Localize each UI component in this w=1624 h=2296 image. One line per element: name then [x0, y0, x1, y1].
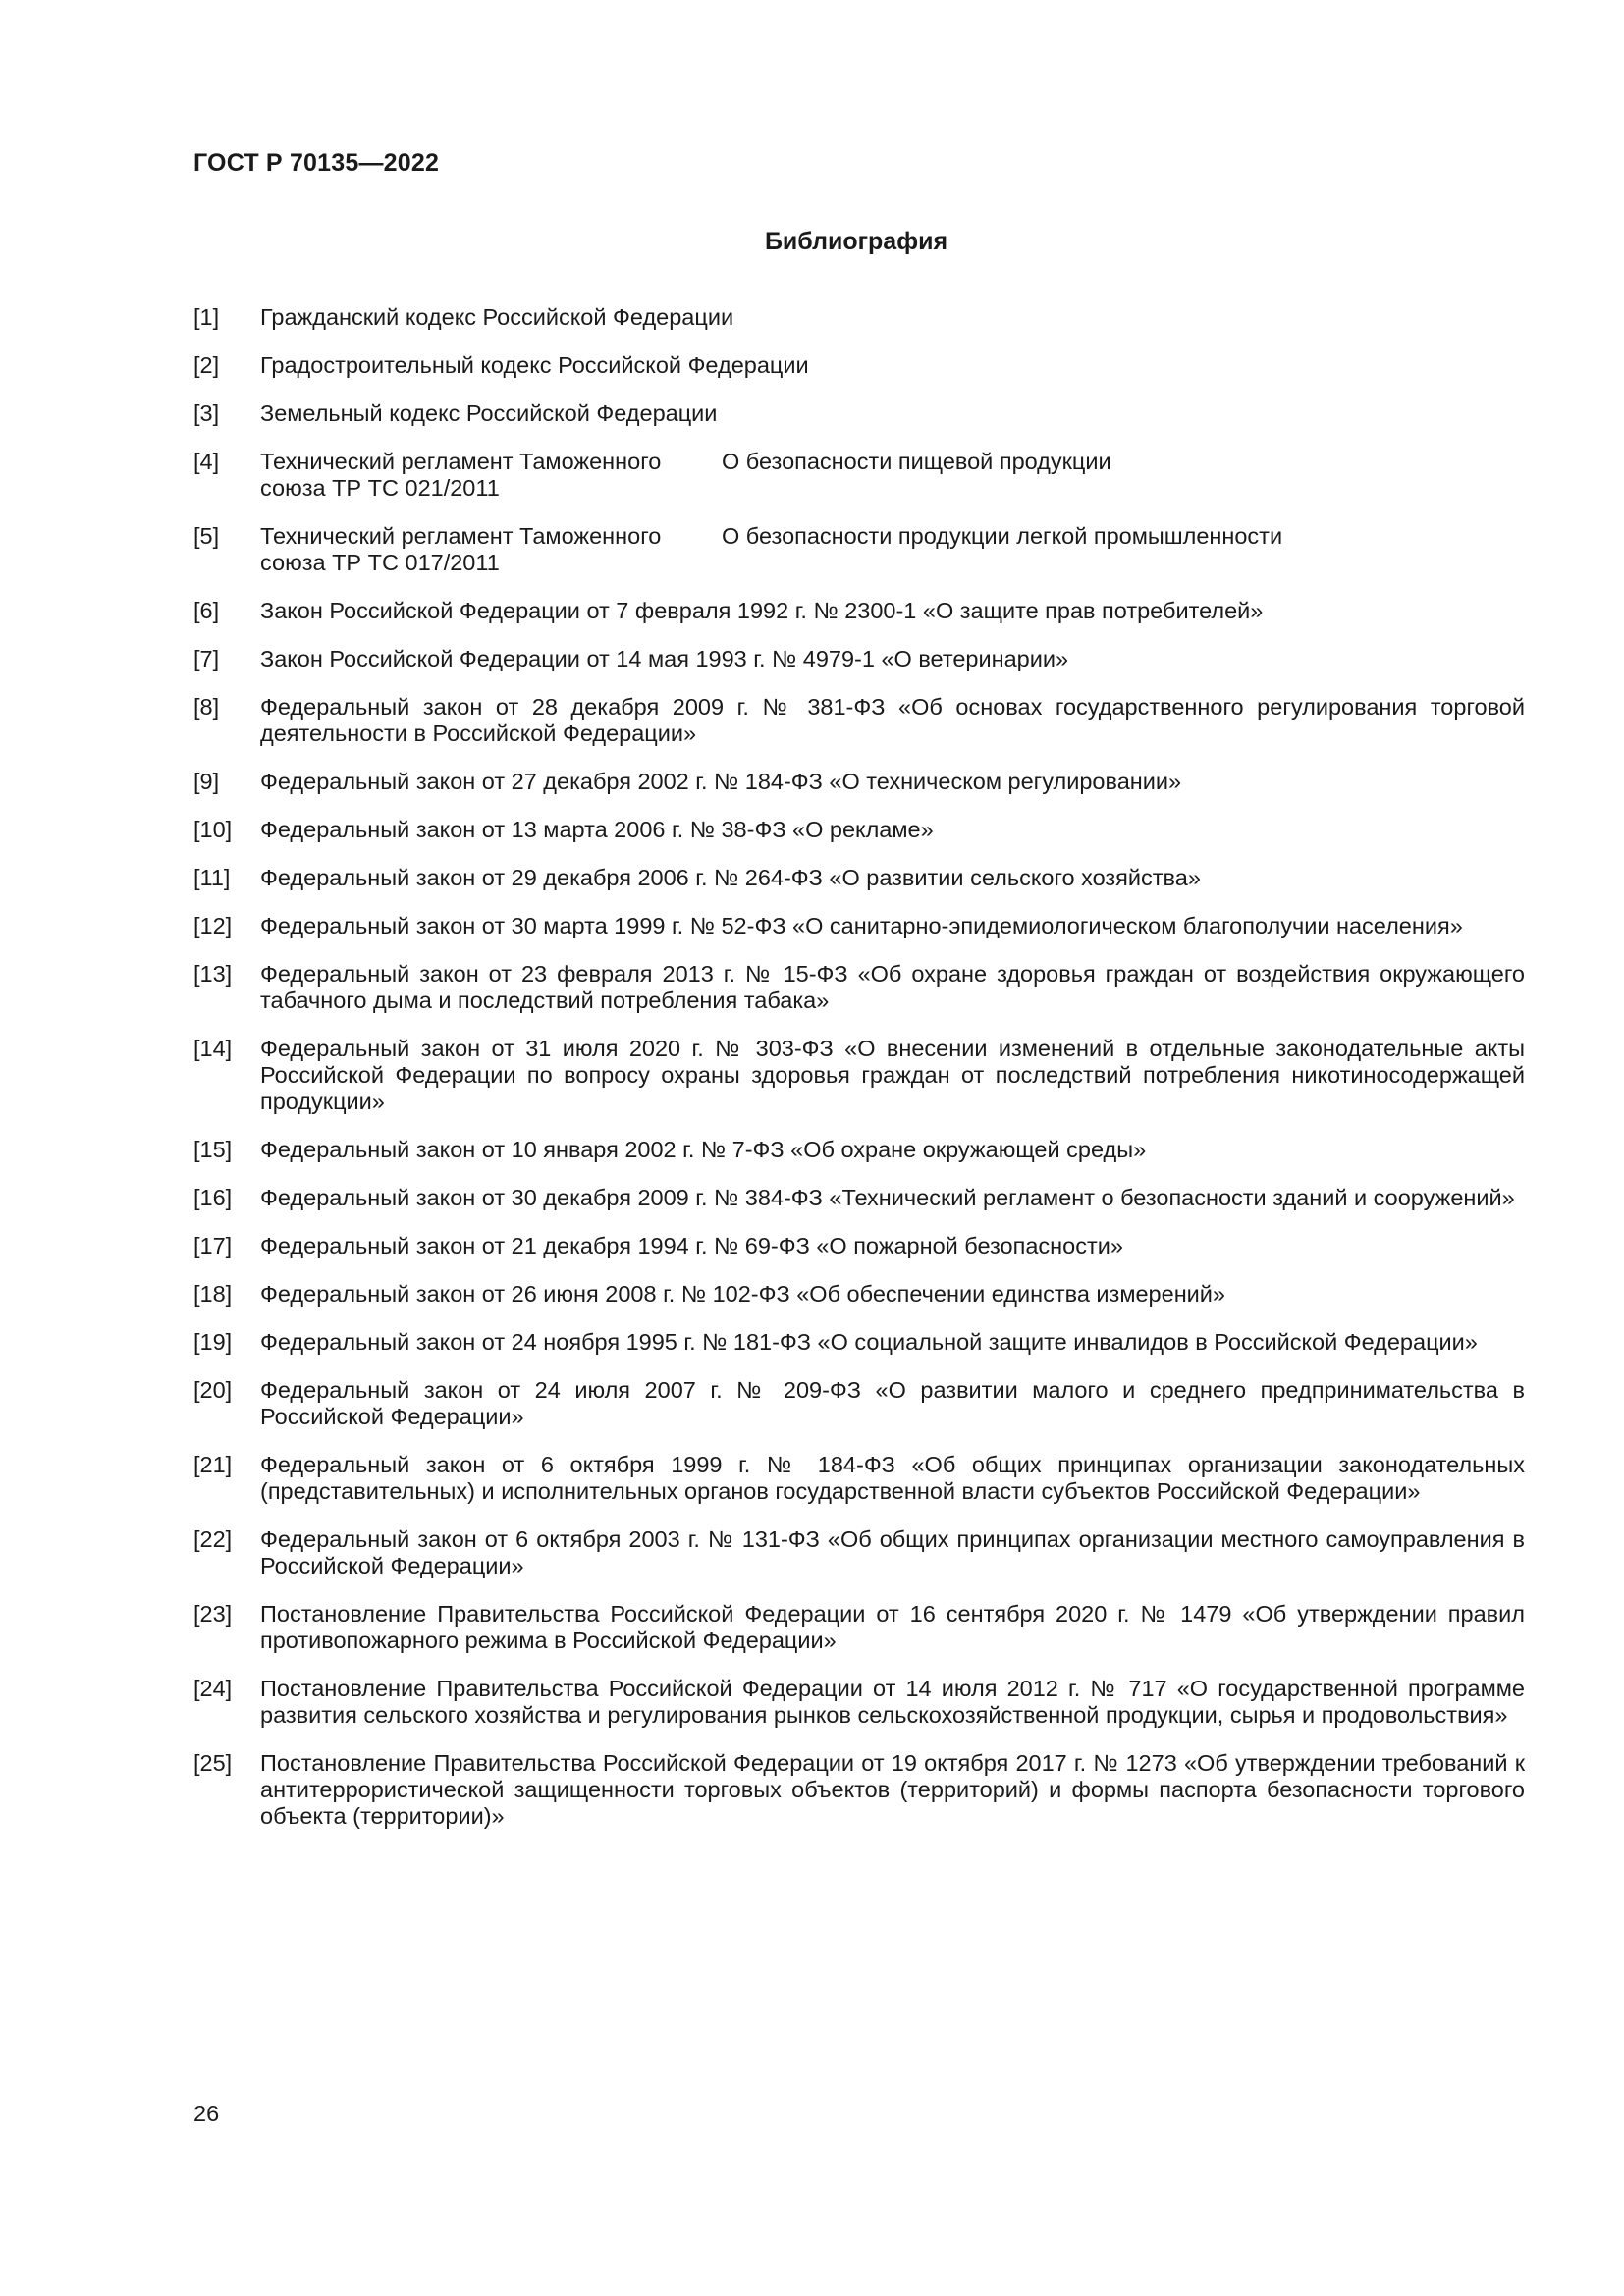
- bibliography-entry: [193, 913, 1525, 939]
- entry-number: [5]: [193, 523, 220, 549]
- bibliography-entry: [193, 449, 1525, 502]
- bibliography-entry: [193, 1329, 1525, 1356]
- entry-number: [13]: [193, 961, 233, 987]
- bibliography-entry: [193, 769, 1525, 795]
- bibliography-entry: [193, 1676, 1525, 1729]
- entry-number: [23]: [193, 1601, 233, 1627]
- entry-number: [10]: [193, 817, 233, 842]
- entry-number: [6]: [193, 598, 220, 623]
- bibliography-entry: [193, 1137, 1525, 1163]
- entry-number: [12]: [193, 913, 233, 938]
- bibliography-entry: [193, 1452, 1525, 1505]
- entry-text: Федеральный закон от 21 декабря 1994 г. № 69-ФЗ «О пожарной безопасности»: [260, 1233, 1123, 1258]
- entry-text: Федеральный закон от 23 февраля 2013 г. № 15-ФЗ «Об охране здоровья граждан от воздействия окружающего табачного дыма и последствий потребления табака»: [260, 961, 1525, 1013]
- bibliography-title: Библиография: [764, 228, 948, 255]
- entry-text: Федеральный закон от 30 декабря 2009 г. № 384-ФЗ «Технический регламент о безопасности зданий и сооружений»: [260, 1185, 1515, 1210]
- bibliography-entry: [193, 304, 1525, 331]
- bibliography-entry: [193, 1377, 1525, 1430]
- entry-number: [24]: [193, 1676, 233, 1701]
- bibliography-entry: [193, 400, 1525, 427]
- entry-number: [8]: [193, 694, 220, 720]
- entry-text: Закон Российской Федерации от 7 февраля 1992 г. № 2300-1 «О защите прав потребителей»: [260, 598, 1264, 623]
- bibliography-entry: [193, 1750, 1525, 1830]
- entry-text: Земельный кодекс Российской Федерации: [260, 400, 718, 426]
- entry-text: Федеральный закон от 24 июля 2007 г. № 209-ФЗ «О развитии малого и среднего предпринимательства в Российской Федерации»: [260, 1377, 1525, 1429]
- bibliography-entry: [193, 961, 1525, 1014]
- entry-text: Федеральный закон от 10 января 2002 г. № 7-ФЗ «Об охране окружающей среды»: [260, 1137, 1147, 1162]
- entry-text: Федеральный закон от 6 октября 2003 г. № 131-ФЗ «Об общих принципах организации местного самоуправления в Российской Федерации»: [260, 1526, 1525, 1578]
- bibliography-list: [193, 304, 1525, 1851]
- entry-text: Закон Российской Федерации от 14 мая 1993 г. № 4979-1 «О ветеринарии»: [260, 646, 1069, 671]
- bibliography-entry: [193, 1601, 1525, 1654]
- entry-text: Постановление Правительства Российской Федерации от 14 июля 2012 г. № 717 «О государственной программе развития сельского хозяйства и регулирования рынков сельскохозяйственной продукции, сырья и продовольствия»: [260, 1676, 1525, 1728]
- entry-text: Федеральный закон от 13 марта 2006 г. № 38-ФЗ «О рекламе»: [260, 817, 934, 842]
- entry-text: Федеральный закон от 24 ноября 1995 г. № 181-ФЗ «О социальной защите инвалидов в Российской Федерации»: [260, 1329, 1478, 1355]
- entry-number: [22]: [193, 1526, 233, 1552]
- entry-number: [18]: [193, 1281, 233, 1307]
- entry-number: [9]: [193, 769, 220, 794]
- entry-text: Федеральный закон от 6 октября 1999 г. № 184-ФЗ «Об общих принципах организации законодательных (представительных) и исполнительных органов государственной власти субъектов Российской Федерации»: [260, 1452, 1525, 1504]
- bibliography-entry: [193, 523, 1525, 576]
- entry-number: [2]: [193, 352, 220, 378]
- bibliography-entry: [193, 817, 1525, 843]
- entry-number: [1]: [193, 304, 220, 330]
- bibliography-entry: [193, 646, 1525, 672]
- bibliography-entry: [193, 1526, 1525, 1579]
- entry-number: [19]: [193, 1329, 233, 1355]
- entry-text: Федеральный закон от 26 июня 2008 г. № 102-ФЗ «Об обеспечении единства измерений»: [260, 1281, 1225, 1307]
- entry-number: [11]: [193, 865, 231, 890]
- entry-text: Федеральный закон от 28 декабря 2009 г. № 381-ФЗ «Об основах государственного регулирования торговой деятельности в Российской Федерации»: [260, 694, 1525, 746]
- entry-text: Федеральный закон от 30 марта 1999 г. № 52-ФЗ «О санитарно-эпидемиологическом благополучии населения»: [260, 913, 1463, 938]
- document-code-header: ГОСТ Р 70135—2022: [193, 149, 440, 177]
- entry-text: Градостроительный кодекс Российской Федерации: [260, 352, 809, 378]
- entry-number: [20]: [193, 1377, 233, 1403]
- bibliography-entry: [193, 694, 1525, 747]
- entry-text: Федеральный закон от 31 июля 2020 г. № 303-ФЗ «О внесении изменений в отдельные законодательные акты Российской Федерации по вопросу охраны здоровья граждан от последствий потребления никотиносодержащей продукции»: [260, 1036, 1525, 1114]
- page-number: 26: [193, 2101, 220, 2126]
- bibliography-entry: [193, 865, 1525, 891]
- entry-number: [3]: [193, 400, 220, 426]
- entry-text: Гражданский кодекс Российской Федерации: [260, 304, 734, 330]
- bibliography-entry: [193, 1036, 1525, 1115]
- entry-text: Федеральный закон от 29 декабря 2006 г. № 264-ФЗ «О развитии сельского хозяйства»: [260, 865, 1201, 890]
- entry-document-title: О безопасности пищевой продукции: [722, 449, 1111, 474]
- entry-document-designation: Технический регламент Таможенного союза ТР ТС 017/2011: [260, 523, 662, 575]
- bibliography-entry: [193, 352, 1525, 379]
- entry-text: Постановление Правительства Российской Федерации от 19 октября 2017 г. № 1273 «Об утверждении требований к антитеррористической защищенности торговых объектов (территорий) и формы паспорта безопасности торгового объекта (территории)»: [260, 1750, 1525, 1829]
- entry-number: [14]: [193, 1036, 233, 1061]
- bibliography-entry: [193, 1233, 1525, 1259]
- entry-number: [16]: [193, 1185, 233, 1210]
- bibliography-entry: [193, 1281, 1525, 1308]
- bibliography-entry: [193, 598, 1525, 624]
- entry-number: [4]: [193, 449, 220, 474]
- entry-number: [25]: [193, 1750, 233, 1776]
- entry-text: Постановление Правительства Российской Федерации от 16 сентября 2020 г. № 1479 «Об утверждении правил противопожарного режима в Российской Федерации»: [260, 1601, 1525, 1653]
- entry-number: [21]: [193, 1452, 233, 1477]
- entry-document-title: О безопасности продукции легкой промышленности: [722, 523, 1283, 549]
- entry-document-designation: Технический регламент Таможенного союза ТР ТС 021/2011: [260, 449, 662, 501]
- entry-number: [7]: [193, 646, 220, 671]
- bibliography-entry: [193, 1185, 1525, 1211]
- entry-text: Федеральный закон от 27 декабря 2002 г. № 184-ФЗ «О техническом регулировании»: [260, 769, 1182, 794]
- entry-number: [17]: [193, 1233, 233, 1258]
- entry-number: [15]: [193, 1137, 233, 1162]
